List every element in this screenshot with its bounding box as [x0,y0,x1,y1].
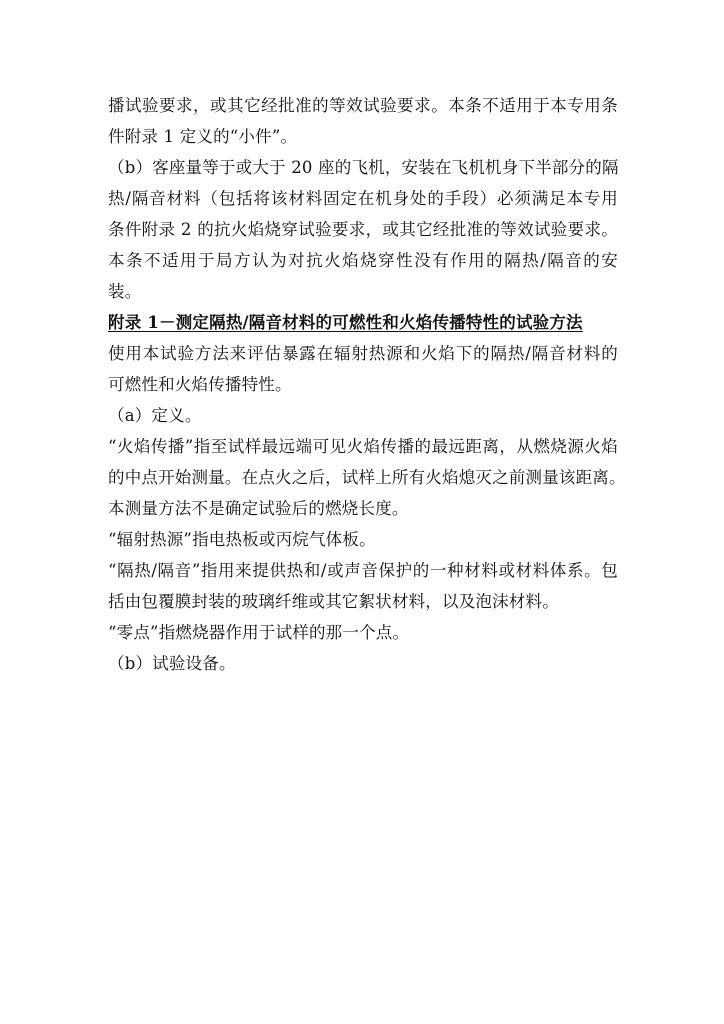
paragraph-line: “隔热/隔音”指用来提供热和/或声音保护的一种材料或材料体系。包 [108,561,618,580]
paragraph-line: 本测量方法不是确定试验后的燃烧长度。 [108,499,409,518]
section-label: （a）定义。 [108,406,202,425]
appendix-heading: 附录 1－测定隔热/隔音材料的可燃性和火焰传播特性的试验方法 [108,313,583,332]
paragraph-line: 本条不适用于局方认为对抗火焰烧穿性没有作用的隔热/隔音的安 [108,251,618,270]
paragraph-line: （b）客座量等于或大于 20 座的飞机，安装在飞机机身下半部分的隔 [108,158,619,177]
paragraph-line: 可燃性和火焰传播特性。 [108,375,292,394]
paragraph-line: 的中点开始测量。在点火之后，试样上所有火焰熄灭之前测量该距离。 [108,468,626,487]
paragraph-line: 热/隔音材料（包括将该材料固定在机身处的手段）必须满足本专用 [108,189,618,208]
paragraph-line: 使用本试验方法来评估暴露在辐射热源和火焰下的隔热/隔音材料的 [108,344,618,363]
paragraph-line: 括由包覆膜封装的玻璃纤维或其它絮状材料，以及泡沫材料。 [108,592,559,611]
paragraph-line: 件附录 1 定义的“小件”。 [108,127,298,146]
paragraph-line: “辐射热源”指电热板或丙烷气体板。 [108,530,376,549]
paragraph-line: “零点”指燃烧器作用于试样的那一个点。 [108,623,410,642]
paragraph-line: 播试验要求，或其它经批准的等效试验要求。本条不适用于本专用条 [108,96,618,115]
paragraph-line: 装。 [108,282,142,301]
section-label: （b）试验设备。 [108,654,236,673]
paragraph-line: “火焰传播”指至试样最远端可见火焰传播的最远距离，从燃烧源火焰 [108,437,618,456]
document-body [108,90,626,679]
paragraph-line: 条件附录 2 的抗火焰烧穿试验要求，或其它经批准的等效试验要求。 [108,220,618,239]
